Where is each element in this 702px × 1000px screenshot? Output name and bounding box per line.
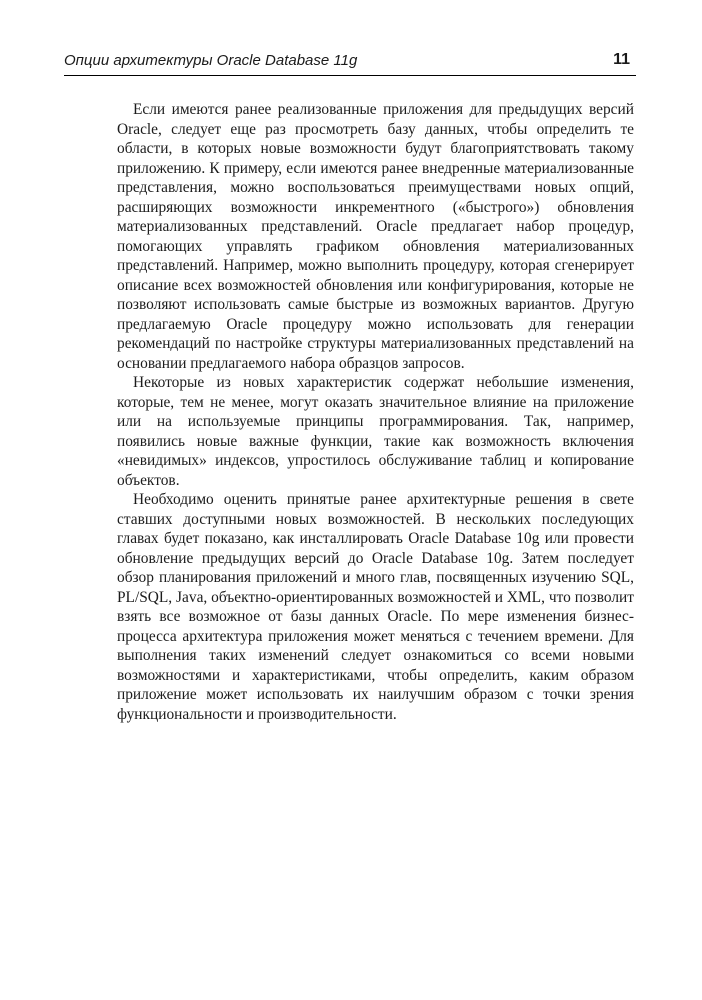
paragraph-1: Если имеются ранее реализованные приложения для предыдущих версий Oracle, следует еще раз просмотреть базу данных, чтобы определить те области, в которых новые возможности будут благоприятствовать такому приложению. К примеру, если имеются ранее внедренные материализованные представления, можно воспользоваться преимуществами новых опций, расширяющих возможности инкрементного («быстрого») обновления материализованных представлений. Oracle предлагает набор процедур, помогающих управлять графиком обновления материализованных представлений. Например, можно выполнить процедуру, которая сгенерирует описание всех возможностей обновления или конфигурирования, которые не позволяют использовать самые быстрые из возможных вариантов. Другую предлагаемую Oracle процедуру можно использовать для генерации рекомендаций по настройке структуры материализованных представлений на основании предлагаемого набора образцов запросов.	[117, 101, 634, 372]
body-text	[117, 100, 634, 724]
running-header	[64, 49, 636, 76]
page-number: 11	[613, 51, 630, 68]
paragraph-3: Необходимо оценить принятые ранее архитектурные решения в свете ставших доступными новых возможностей. В нескольких последующих главах будет показано, как инсталлировать Oracle Database 10g или провести обновление предыдущих версий до Oracle Database 10g. Затем последует обзор планирования приложений и много глав, посвященных изучению SQL, PL/SQL, Java, объектно-ориентированных возможностей и XML, что позволит взять все возможное от базы данных Oracle. По мере изменения бизнес-процесса архитектура приложения может меняться с течением времени. Для выполнения таких изменений следует ознакомиться со всеми новыми возможностями и характеристиками, чтобы определить, каким образом приложение может использовать их наилучшим образом с точки зрения функциональности и производительности.	[117, 491, 634, 723]
chapter-title: Опции архитектуры Oracle Database 11g	[64, 52, 358, 69]
paragraph-2: Некоторые из новых характеристик содержат небольшие изменения, которые, тем не менее, могут оказать значительное влияние на приложение или на используемые принципы программирования. Так, например, появились новые важные функции, такие как возможность включения «невидимых» индексов, упростилось обслуживание таблиц и копирование объектов.	[117, 374, 634, 489]
